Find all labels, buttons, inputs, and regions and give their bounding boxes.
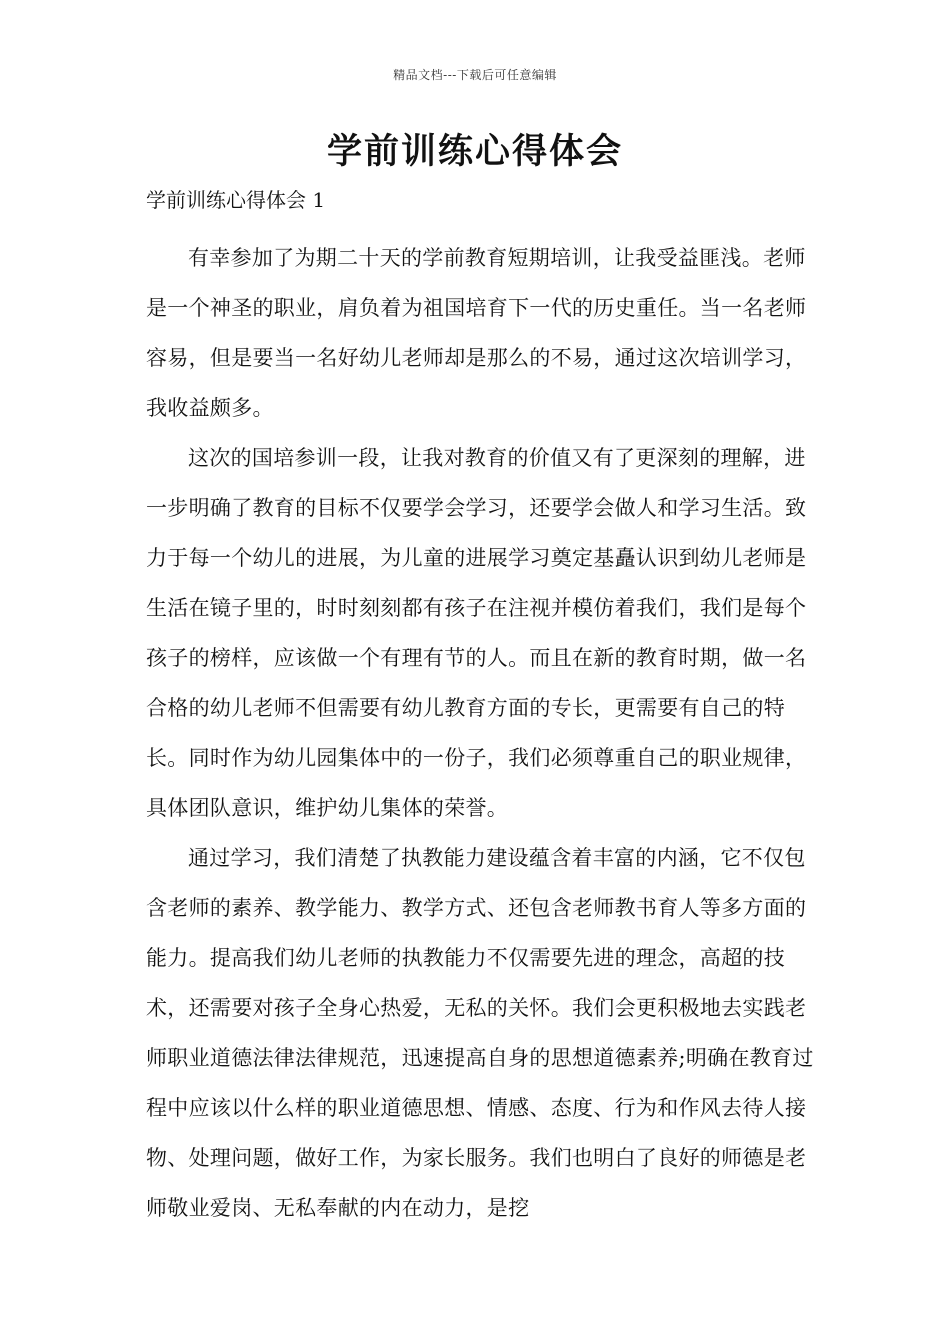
document-body [146,233,826,1233]
header-note: 精品文档---下载后可任意编辑 [393,68,557,82]
paragraph: 通过学习，我们清楚了执教能力建设蕴含着丰富的内涵，它不仅包含老师的素养、教学能力、教学方式、还包含老师教书育人等多方面的能力。提高我们幼儿老师的执教能力不仅需要先进的理念，高超的技术，还需要对孩子全身心热爱，无私的关怀。我们会更积极地去实践老师职业道德法律法律规范，迅速提高自身的思想道德素养;明确在教育过程中应该以什么样的职业道德思想、情感、态度、行为和作风去待人接物、处理问题，做好工作，为家长服务。我们也明白了良好的师德是老师敬业爱岗、无私奉献的内在动力，是挖 [146,846,814,1220]
paragraph: 有幸参加了为期二十天的学前教育短期培训，让我受益匪浅。老师是一个神圣的职业，肩负着为祖国培育下一代的历史重任。当一名老师容易，但是要当一名好幼儿老师却是那么的不易，通过这次培训学习，我收益颇多。 [146,246,807,420]
paragraph: 这次的国培参训一段，让我对教育的价值又有了更深刻的理解，进一步明确了教育的目标不仅要学会学习，还要学会做人和学习生活。致力于每一个幼儿的进展，为儿童的进展学习奠定基矗认识到幼儿老师是生活在镜子里的，时时刻刻都有孩子在注视并模仿着我们，我们是每个孩子的榜样，应该做一个有理有节的人。而且在新的教育时期，做一名合格的幼儿老师不但需要有幼儿教育方面的专长，更需要有自己的特长。同时作为幼儿园集体中的一份子，我们必须尊重自己的职业规律，具体团队意识，维护幼儿集体的荣誉。 [146,446,807,820]
document-title: 学前训练心得体会 [326,131,623,172]
section-subtitle: 学前训练心得体会 1 [146,188,326,212]
